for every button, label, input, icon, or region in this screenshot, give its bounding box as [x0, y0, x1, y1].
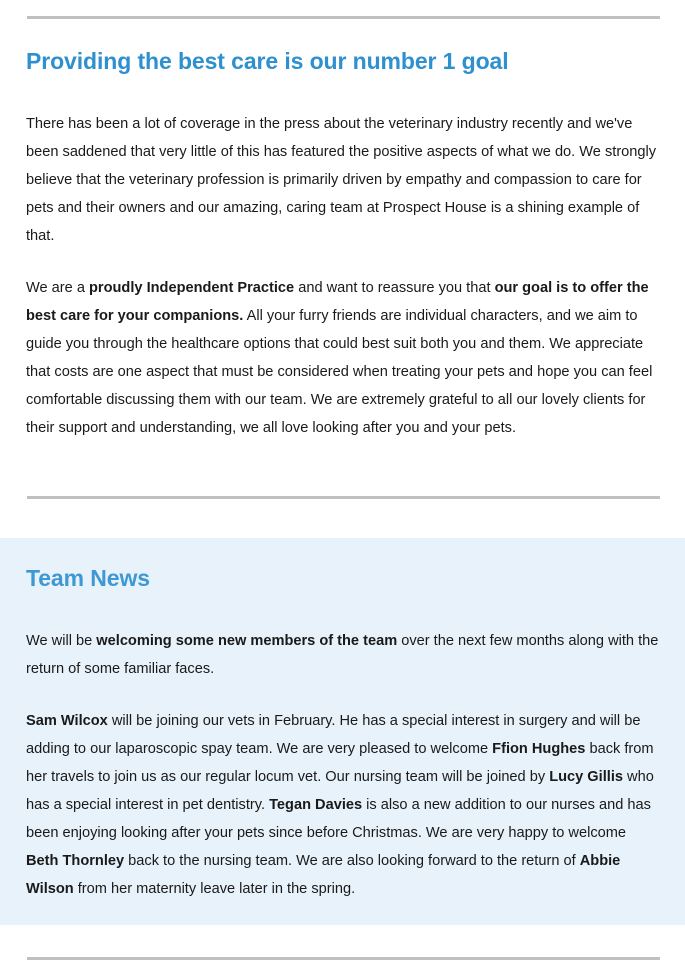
section-best-care-heading: Providing the best care is our number 1 goal: [26, 48, 509, 74]
team-news-p2-text-part-3: who has a special interest in pet dentistry.: [26, 768, 654, 813]
section-team-news-heading: Team News: [26, 564, 150, 591]
section-team-news-paragraph-2: [26, 707, 660, 903]
divider-bottom-wrap: [0, 957, 685, 960]
spacer-below-team-news: [0, 925, 685, 957]
team-news-p2-text-part-6: from her maternity leave later in the spring.: [73, 880, 356, 897]
team-news-p2-bold-sam-wilcox: Sam Wilcox: [26, 712, 108, 729]
team-news-p2-text-part-2: back from her travels to join us as our regular locum vet. Our nursing team will be joined by: [26, 740, 654, 785]
section-team-news: [0, 538, 685, 925]
team-news-p1-text-part-2: over the next few months along with the return of some familiar faces.: [26, 632, 659, 677]
team-news-p2-bold-beth-thornley: Beth Thornley: [26, 852, 125, 869]
section-best-care-paragraph-2: [26, 274, 660, 442]
team-news-p2-bold-ffion-hughes: Ffion Hughes: [492, 740, 586, 757]
section-best-care: [0, 19, 685, 496]
paragraph-2-text-part-3: All your furry friends are individual characters, and we aim to guide you through the healthcare options that could best suit both you and them. We appreciate that costs are one aspect that must be considered when treating your pets and hope you can feel comfortable discussing them with our team. We are extremely grateful to all our lovely clients for their support and understanding, we all love looking after you and your pets.: [26, 307, 653, 436]
divider-bottom: [27, 957, 660, 960]
paragraph-2-text-part-2: and want to reassure you that: [294, 279, 495, 296]
section-best-care-bottom-spacer: [26, 466, 660, 496]
team-news-p2-bold-abbie-wilson: Abbie Wilson: [26, 852, 621, 897]
section-team-news-paragraph-1: [26, 627, 660, 683]
paragraph-2-bold-independent-practice: proudly Independent Practice: [89, 279, 295, 296]
team-news-p2-text-part-1: will be joining our vets in February. He has a special interest in surgery and will be adding to our laparoscopic spay team. We are very pleased to welcome: [26, 712, 641, 757]
paragraph-2-bold-best-care-goal: our goal is to offer the best care for your companions.: [26, 279, 649, 324]
team-news-p2-text-part-5: back to the nursing team. We are also looking forward to the return of: [124, 852, 580, 869]
spacer-above-team-news: [0, 499, 685, 538]
team-news-p1-bold-welcoming-members: welcoming some new members of the team: [96, 632, 398, 649]
team-news-p1-text-part-1: We will be: [26, 632, 97, 649]
newsletter-body: [0, 16, 685, 960]
paragraph-2-text-part-1: We are a: [26, 279, 89, 296]
team-news-p2-bold-tegan-davies: Tegan Davies: [269, 796, 363, 813]
team-news-p2-text-part-4: is also a new addition to our nurses and has been enjoying looking after your pets since before Christmas. We are very happy to welcome: [26, 796, 651, 841]
section-best-care-paragraph-1: There has been a lot of coverage in the press about the veterinary industry recently and we've been saddened that very little of this has featured the positive aspects of what we do. We strongly believe that the veterinary profession is primarily driven by empathy and compassion to care for pets and their owners and our amazing, caring team at Prospect House is a shining example of that.: [26, 115, 657, 244]
team-news-p2-bold-lucy-gillis: Lucy Gillis: [549, 768, 623, 785]
